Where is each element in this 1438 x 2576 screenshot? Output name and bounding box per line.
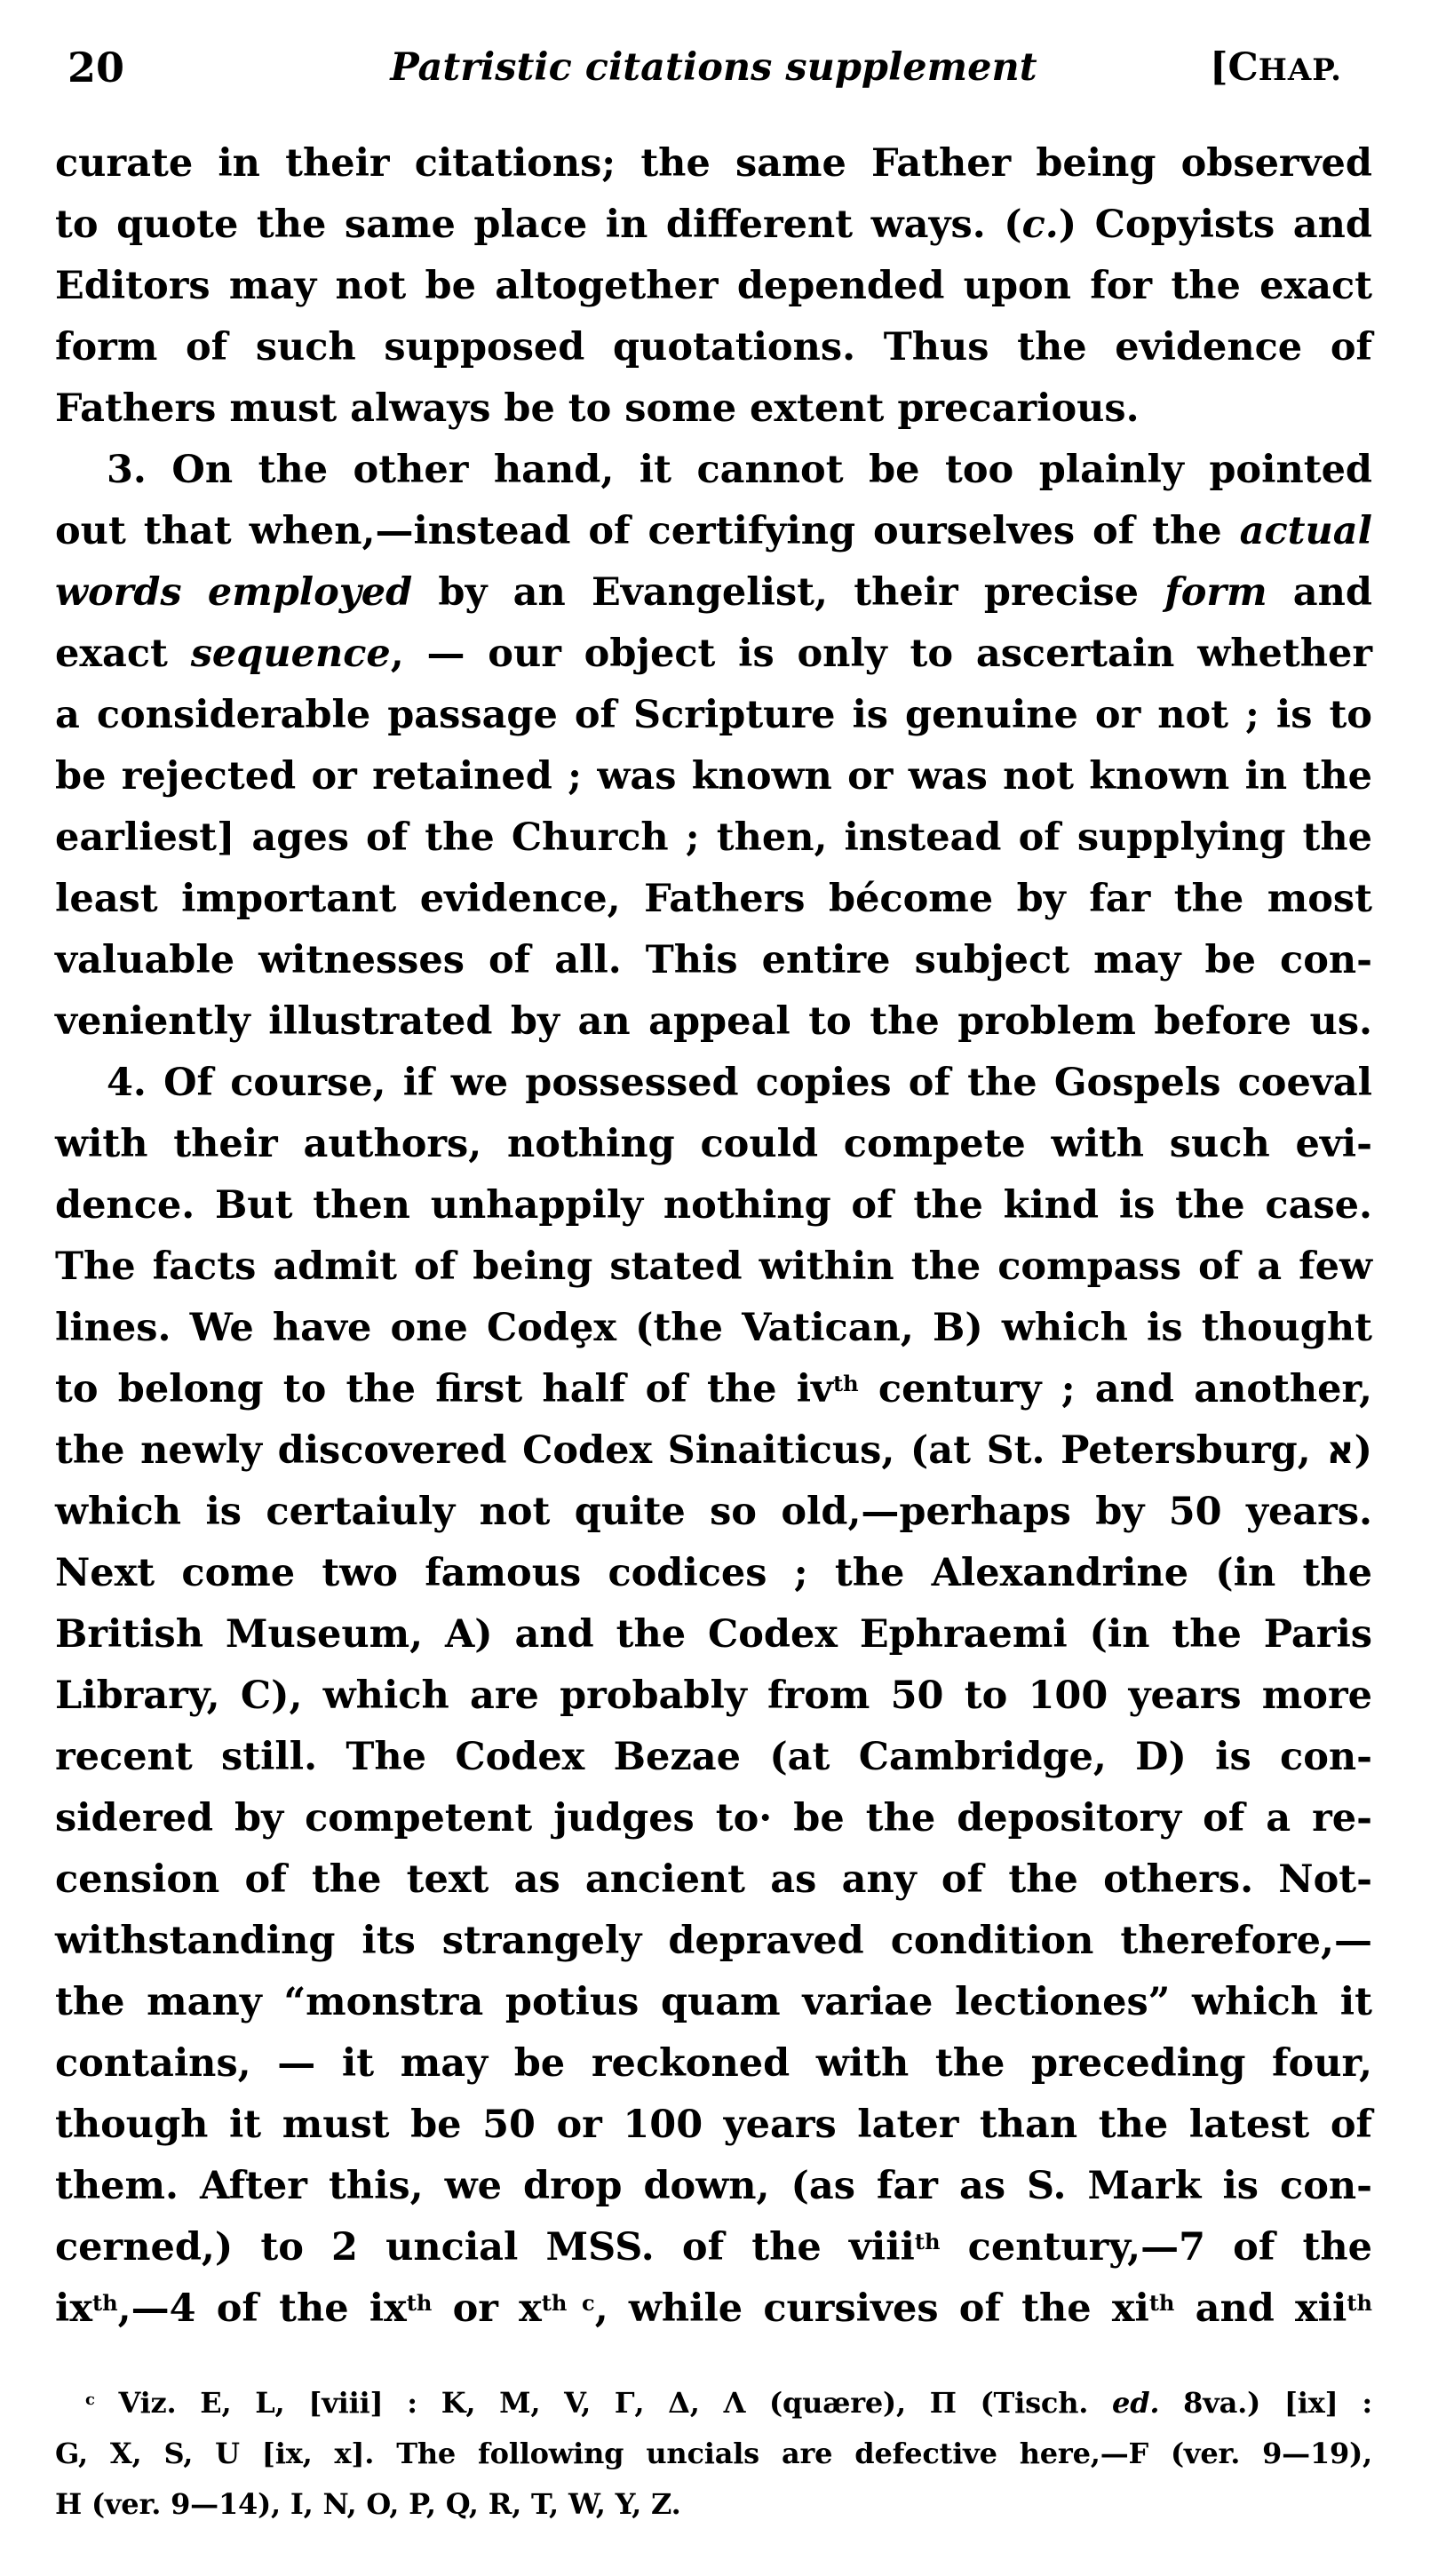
text-line: [55, 1972, 1372, 2033]
chapter-marker-capital: [C: [1210, 45, 1259, 90]
italic-text: sequence: [190, 632, 391, 676]
text-line: [55, 746, 1372, 807]
text-line: [55, 1543, 1372, 1604]
text-line: [55, 1727, 1372, 1788]
text-segment: Fathers must always be to some extent precarious.: [55, 386, 1140, 431]
text-line: [55, 1236, 1372, 1298]
text-line: [55, 2278, 1372, 2340]
text-line: [55, 2095, 1372, 2156]
superscript: th: [1148, 2289, 1175, 2316]
text-segment: and: [1267, 570, 1372, 615]
text-segment: ix: [55, 2286, 92, 2331]
text-segment: earliest] ages of the Church ; then, instead of supplying the: [55, 815, 1372, 860]
footnote: [55, 2378, 1372, 2530]
text-line: [55, 2217, 1372, 2278]
text-segment: The facts admit of being stated within the compass of a few: [55, 1244, 1372, 1289]
text-segment: or x: [432, 2286, 542, 2331]
text-segment: Viz. E, L, [viii] : K, M, V, Γ, Δ, Λ (quære), Π (Tisch.: [94, 2386, 1113, 2420]
text-segment: be rejected or retained ; was known or was not known in the: [55, 754, 1372, 799]
text-line: [55, 195, 1372, 256]
text-line: [55, 562, 1372, 624]
text-segment: though it must be 50 or 100 years later than the latest of: [55, 2103, 1372, 2147]
text-segment: 3. On the other hand, it cannot be too plainly pointed: [107, 448, 1372, 492]
text-segment: Editors may not be altogether depended upon for the exact: [55, 264, 1372, 308]
text-segment: 4. Of course, if we possessed copies of the Gospels coeval: [107, 1061, 1372, 1105]
text-segment: valuable witnesses of all. This entire subject may be con-: [55, 938, 1372, 982]
superscript: c: [85, 2390, 95, 2410]
text-segment: lines. We have one Codȩx (the Vatican, B) which is thought: [55, 1306, 1372, 1350]
superscript: th: [914, 2228, 941, 2254]
footnote-line: [55, 2479, 1372, 2530]
text-segment: to quote the same place in different ways. (: [55, 203, 1022, 247]
text-segment: British Museum, A) and the Codex Ephraemi (in the Paris: [55, 1612, 1372, 1657]
text-line: [55, 930, 1372, 991]
text-segment: century,—7 of the: [940, 2225, 1372, 2270]
text-line: [55, 991, 1372, 1053]
text-line: [55, 2033, 1372, 2095]
running-title: Patristic citations supplement: [390, 45, 1037, 90]
text-segment: cension of the text as ancient as any of the others. Not-: [55, 1857, 1372, 1902]
text-segment: sidered by competent judges to· be the depository of a re-: [55, 1796, 1372, 1841]
text-segment: contains, — it may be reckoned with the preceding four,: [55, 2041, 1372, 2086]
text-line: [55, 869, 1372, 930]
text-line: [55, 2156, 1372, 2217]
text-segment: by an Evangelist, their precise: [412, 570, 1165, 615]
text-line: [55, 1175, 1372, 1236]
text-line: [55, 1666, 1372, 1727]
text-segment: 8va.) [ix] :: [1159, 2386, 1372, 2420]
text-segment: curate in their citations; the same Father being observed: [55, 141, 1372, 186]
text-line: [55, 133, 1372, 195]
page-header: [55, 43, 1372, 99]
text-segment: ,—4 of the ix: [117, 2286, 407, 2331]
superscript: th: [91, 2289, 118, 2316]
text-segment: exact: [55, 632, 191, 676]
text-segment: Next come two famous codices ; the Alexandrine (in the: [55, 1551, 1372, 1595]
text-segment: to belong to the first half of the iv: [55, 1367, 834, 1411]
text-segment: withstanding its strangely depraved condition therefore,—: [55, 1919, 1372, 1963]
text-segment: dence. But then unhappily nothing of the kind is the case.: [55, 1183, 1372, 1228]
text-line: [55, 1420, 1372, 1482]
text-line: [55, 317, 1372, 378]
text-segment: G, X, S, U [ix, x]. The following uncials are defective here,—F (ver. 9—19),: [55, 2437, 1372, 2470]
text-line: [55, 256, 1372, 317]
text-segment: the many “monstra potius quam variae lectiones” which it: [55, 1980, 1372, 2024]
text-segment: century ; and another,: [858, 1367, 1372, 1411]
text-segment: H (ver. 9—14), I, N, O, P, Q, R, T, W, Y, Z.: [55, 2487, 681, 2521]
text-line: [55, 1849, 1372, 1911]
text-segment: them. After this, we drop down, (as far as S. Mark is con-: [55, 2164, 1372, 2208]
italic-text: c.: [1021, 203, 1059, 247]
text-segment: the newly discovered Codex Sinaiticus, (at St. Petersburg, א): [55, 1428, 1372, 1473]
text-line: [55, 501, 1372, 562]
text-line: [55, 1298, 1372, 1359]
text-line: [55, 440, 1372, 501]
text-segment: a considerable passage of Scripture is genuine or not ; is to: [55, 693, 1372, 737]
footnote-line: [55, 2429, 1372, 2479]
text-segment: least important evidence, Fathers bécome by far the most: [55, 877, 1372, 921]
text-line: [55, 685, 1372, 746]
superscript: th: [406, 2289, 433, 2316]
text-segment: and xii: [1174, 2286, 1347, 2331]
page-body-text: [55, 133, 1372, 2340]
superscript: th c: [541, 2289, 595, 2316]
superscript: th: [833, 1370, 859, 1396]
text-line: [55, 1114, 1372, 1175]
text-segment: cerned,) to 2 uncial MSS. of the viii: [55, 2225, 915, 2270]
footnote-line: [55, 2378, 1372, 2429]
text-segment: veniently illustrated by an appeal to the problem before us.: [55, 999, 1372, 1044]
italic-text: words employed: [55, 570, 413, 615]
superscript: th: [1347, 2289, 1372, 2316]
text-line: [55, 1604, 1372, 1666]
text-segment: ) Copyists and: [1058, 203, 1372, 247]
text-line: [55, 1911, 1372, 1972]
text-line: [55, 624, 1372, 685]
text-segment: , while cursives of the xi: [594, 2286, 1149, 2331]
text-line: [55, 378, 1372, 440]
page-number: 20: [68, 44, 125, 91]
text-segment: , — our object is only to ascertain whether: [390, 632, 1372, 676]
chapter-marker-smallcaps: HAP.: [1258, 52, 1342, 88]
text-segment: out that when,—instead of certifying ourselves of the: [55, 509, 1240, 553]
text-segment: with their authors, nothing could compete with such evi-: [55, 1122, 1372, 1166]
text-segment: which is certaiuly not quite so old,—perhaps by 50 years.: [55, 1490, 1372, 1534]
text-segment: Library, C), which are probably from 50 to 100 years more: [55, 1674, 1372, 1718]
chapter-marker: [1210, 43, 1342, 95]
text-line: [55, 1053, 1372, 1114]
italic-text: actual: [1239, 509, 1372, 553]
text-line: [55, 1788, 1372, 1849]
italic-text: ed.: [1112, 2386, 1160, 2420]
text-line: [55, 1359, 1372, 1420]
italic-text: form: [1164, 570, 1267, 615]
text-segment: recent still. The Codex Bezae (at Cambridge, D) is con-: [55, 1735, 1372, 1779]
text-line: [55, 1482, 1372, 1543]
text-segment: form of such supposed quotations. Thus the evidence of: [55, 325, 1372, 370]
text-line: [55, 807, 1372, 869]
